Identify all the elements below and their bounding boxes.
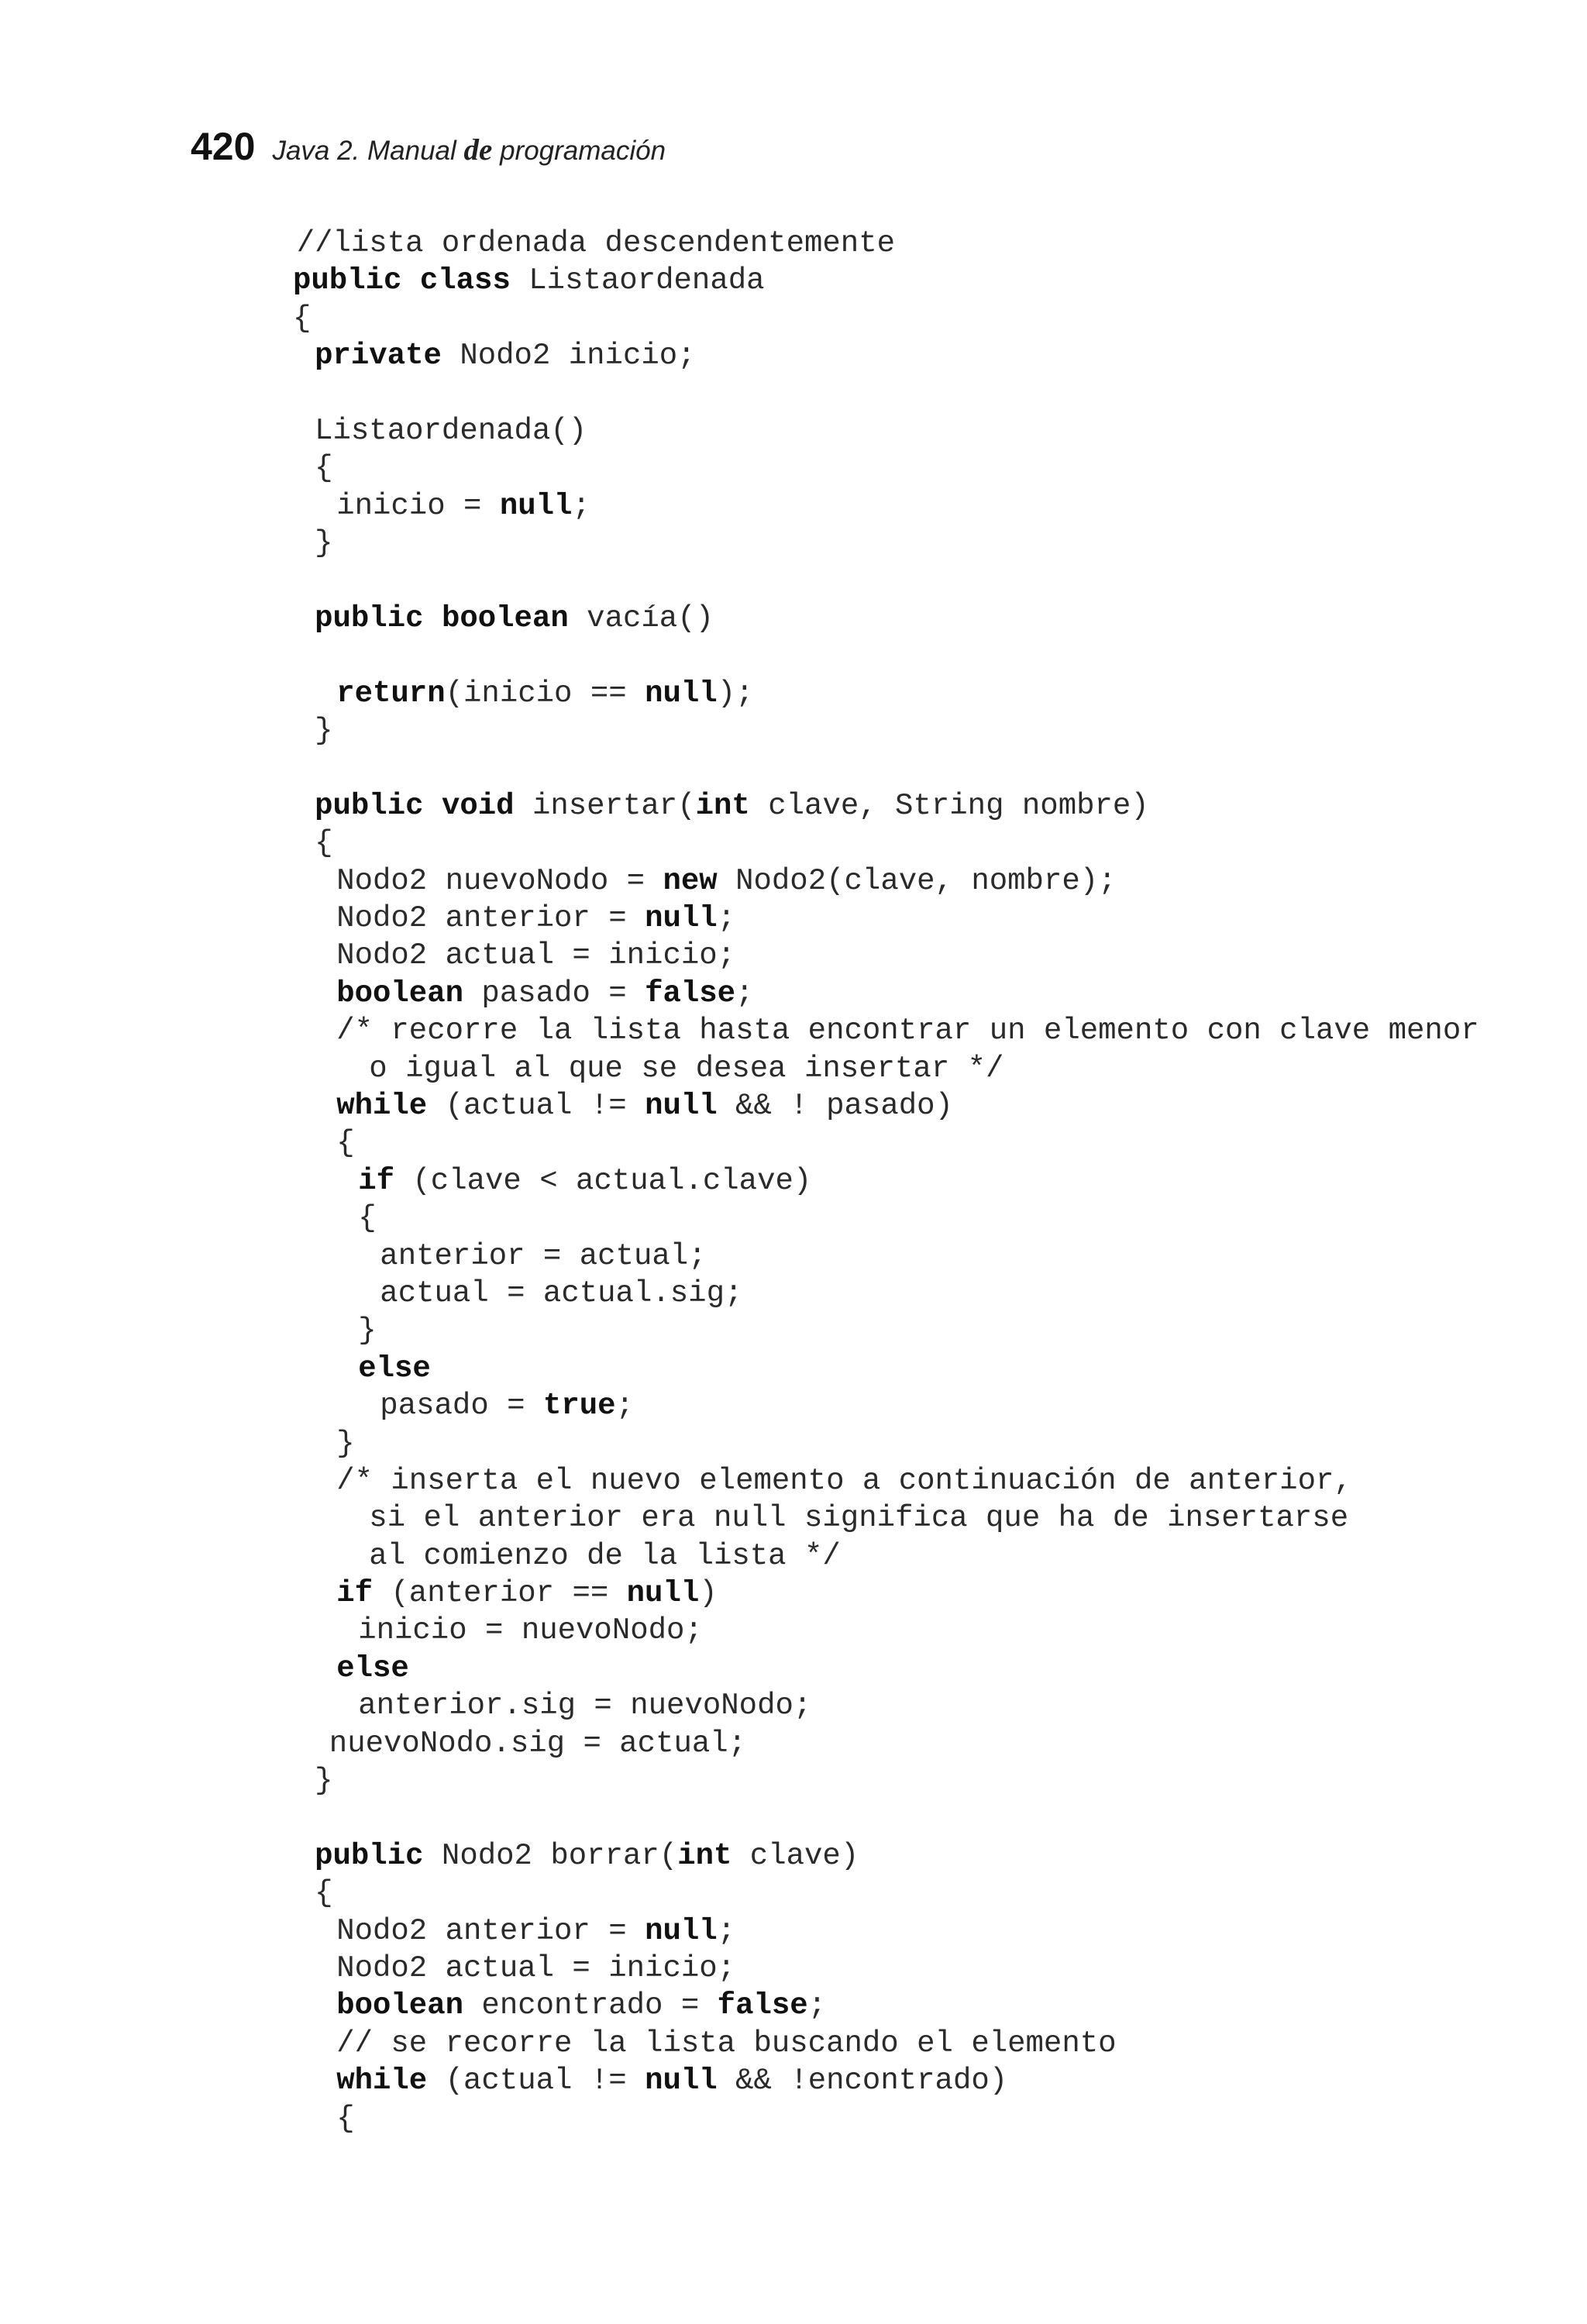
code-text: inicio = nuevoNodo; bbox=[358, 1613, 703, 1648]
code-text: si el anterior era null significa que ha de insertarse bbox=[369, 1501, 1349, 1536]
code-text: pasado = bbox=[380, 1389, 543, 1424]
code-keyword: if bbox=[336, 1576, 373, 1611]
book-title bbox=[272, 133, 666, 167]
code-line bbox=[293, 937, 1479, 974]
code-text: Nodo2 anterior = bbox=[336, 1913, 645, 1948]
code-text: (actual != bbox=[427, 1088, 645, 1123]
code-keyword: boolean bbox=[441, 601, 569, 635]
code-line bbox=[293, 1537, 1479, 1575]
code-text: Nodo2 borrar( bbox=[423, 1838, 678, 1873]
code-line bbox=[293, 2062, 1479, 2099]
code-line bbox=[293, 225, 1479, 262]
code-line bbox=[293, 525, 1479, 562]
code-keyword: false bbox=[717, 1988, 808, 2023]
code-text: actual = actual.sig; bbox=[380, 1276, 743, 1310]
code-keyword: boolean bbox=[336, 976, 464, 1011]
code-text: clave) bbox=[732, 1838, 859, 1873]
code-text: anterior.sig = nuevoNodo; bbox=[358, 1689, 812, 1723]
code-text: ; bbox=[572, 488, 590, 523]
code-text: { bbox=[358, 1201, 377, 1236]
code-line bbox=[293, 1987, 1479, 2024]
code-text: (anterior == bbox=[373, 1576, 627, 1611]
code-line bbox=[293, 1350, 1479, 1387]
code-text: encontrado = bbox=[463, 1988, 718, 2023]
code-text: Nodo2 actual = inicio; bbox=[336, 938, 736, 973]
book-title-part-1: Java 2. Manual bbox=[272, 136, 464, 166]
code-line bbox=[293, 1087, 1479, 1124]
code-text: ; bbox=[717, 901, 736, 936]
code-text: Listaordenada() bbox=[315, 413, 587, 448]
code-text: ; bbox=[807, 1988, 827, 2023]
code-text: // se recorre la lista buscando el elemento bbox=[336, 2026, 1117, 2061]
code-text: { bbox=[315, 1876, 333, 1911]
code-line bbox=[293, 2100, 1479, 2137]
code-line bbox=[293, 1575, 1479, 1612]
code-text: ) bbox=[699, 1576, 718, 1611]
code-keyword: new bbox=[663, 863, 718, 898]
code-text: nuevoNodo.sig = actual; bbox=[329, 1726, 747, 1761]
code-text: anterior = actual; bbox=[380, 1238, 707, 1273]
code-text: inicio = bbox=[336, 488, 500, 523]
code-line bbox=[293, 262, 1479, 299]
code-text: } bbox=[315, 714, 333, 749]
code-text: al comienzo de la lista */ bbox=[369, 1538, 841, 1573]
code-text: (clave < actual.clave) bbox=[394, 1163, 812, 1198]
code-line bbox=[293, 1875, 1479, 1912]
code-text: } bbox=[336, 1426, 355, 1461]
code-text: } bbox=[315, 526, 333, 561]
code-line bbox=[293, 675, 1479, 712]
code-line bbox=[293, 1425, 1479, 1462]
code-line bbox=[293, 1462, 1479, 1499]
code-text: /* inserta el nuevo elemento a continuación de anterior, bbox=[336, 1463, 1352, 1498]
code-line bbox=[293, 862, 1479, 900]
code-listing bbox=[293, 225, 1479, 2137]
code-text: insertar( bbox=[514, 788, 696, 823]
code-text: ; bbox=[615, 1389, 634, 1424]
code-text: /* recorre la lista hasta encontrar un elemento con clave menor bbox=[336, 1014, 1479, 1048]
code-keyword: null bbox=[626, 1576, 700, 1611]
code-line bbox=[293, 975, 1479, 1012]
code-keyword: while bbox=[336, 1088, 428, 1123]
code-text: Listaordenada bbox=[510, 263, 765, 298]
code-text: { bbox=[315, 826, 333, 861]
code-text bbox=[424, 601, 442, 635]
code-line bbox=[293, 1950, 1479, 1987]
code-line bbox=[293, 1162, 1479, 1200]
code-text: Nodo2 inicio; bbox=[441, 339, 696, 374]
code-text: Nodo2 anterior = bbox=[336, 901, 645, 936]
code-text bbox=[424, 789, 442, 823]
code-text: pasado = bbox=[463, 976, 645, 1011]
code-keyword: else bbox=[336, 1651, 409, 1685]
code-line bbox=[293, 1050, 1479, 1087]
book-title-part-2: de bbox=[463, 133, 493, 167]
code-text: clave, String nombre) bbox=[749, 788, 1149, 823]
code-keyword: int bbox=[677, 1838, 732, 1873]
code-text: ; bbox=[735, 976, 754, 1011]
code-line bbox=[293, 1012, 1479, 1049]
code-line bbox=[293, 787, 1479, 825]
code-line bbox=[293, 900, 1479, 937]
code-line bbox=[293, 1275, 1479, 1312]
code-text: o igual al que se desea insertar */ bbox=[369, 1051, 1004, 1086]
code-line bbox=[293, 600, 1479, 637]
code-keyword: false bbox=[645, 976, 736, 1011]
blank-line bbox=[293, 1799, 1479, 1837]
page-header bbox=[191, 124, 666, 169]
code-line bbox=[293, 1238, 1479, 1275]
code-keyword: null bbox=[645, 1088, 718, 1123]
code-text: && !encontrado) bbox=[717, 2064, 1008, 2098]
blank-line bbox=[293, 749, 1479, 787]
code-keyword: null bbox=[645, 2064, 718, 2098]
code-line bbox=[293, 337, 1479, 374]
code-line bbox=[293, 1387, 1479, 1424]
code-text: { bbox=[336, 2101, 355, 2136]
code-line bbox=[293, 1762, 1479, 1799]
code-text: (inicio == bbox=[445, 676, 645, 711]
code-line bbox=[293, 1124, 1479, 1162]
code-text: Nodo2(clave, nombre); bbox=[717, 863, 1117, 898]
code-text: vacía() bbox=[568, 601, 714, 635]
code-text: //lista ordenada descendentemente bbox=[296, 226, 896, 260]
code-keyword: boolean bbox=[336, 1988, 464, 2023]
code-keyword: true bbox=[542, 1389, 616, 1424]
code-text bbox=[401, 263, 419, 298]
code-keyword: while bbox=[336, 2064, 428, 2098]
code-keyword: public bbox=[315, 788, 424, 823]
code-text: ); bbox=[717, 676, 754, 711]
page-number: 420 bbox=[191, 125, 256, 168]
code-keyword: public bbox=[315, 601, 424, 635]
code-line bbox=[293, 487, 1479, 525]
code-line bbox=[293, 2025, 1479, 2062]
code-text: { bbox=[293, 301, 312, 336]
code-keyword: int bbox=[695, 788, 750, 823]
code-keyword: else bbox=[358, 1351, 431, 1386]
blank-line bbox=[293, 563, 1479, 600]
code-line bbox=[293, 1612, 1479, 1649]
code-text: { bbox=[336, 1126, 355, 1161]
code-text: Nodo2 actual = inicio; bbox=[336, 1950, 736, 1985]
code-line bbox=[293, 1687, 1479, 1724]
code-line bbox=[293, 300, 1479, 337]
blank-line bbox=[293, 375, 1479, 412]
code-keyword: private bbox=[315, 339, 442, 374]
code-keyword: if bbox=[358, 1163, 394, 1198]
code-text: (actual != bbox=[427, 2064, 645, 2098]
code-keyword: null bbox=[645, 1913, 718, 1948]
code-line bbox=[293, 1725, 1479, 1762]
code-keyword: null bbox=[499, 488, 573, 523]
code-text: Nodo2 nuevoNodo = bbox=[336, 863, 663, 898]
code-keyword: class bbox=[419, 263, 511, 298]
code-line bbox=[293, 1837, 1479, 1875]
code-text: ; bbox=[717, 1913, 736, 1948]
code-line bbox=[293, 1499, 1479, 1537]
code-keyword: public bbox=[293, 263, 402, 298]
book-title-part-3: programación bbox=[492, 136, 666, 166]
blank-line bbox=[293, 637, 1479, 674]
code-line bbox=[293, 1913, 1479, 1950]
code-keyword: return bbox=[336, 676, 446, 711]
code-text: } bbox=[358, 1313, 377, 1348]
code-line bbox=[293, 412, 1479, 449]
code-line bbox=[293, 1650, 1479, 1687]
code-line bbox=[293, 449, 1479, 487]
code-line bbox=[293, 1200, 1479, 1237]
code-text: && ! pasado) bbox=[717, 1088, 953, 1123]
code-text: { bbox=[315, 451, 333, 486]
code-keyword: null bbox=[645, 676, 718, 711]
code-keyword: void bbox=[441, 788, 515, 823]
code-line bbox=[293, 825, 1479, 862]
code-text: } bbox=[315, 1764, 333, 1799]
code-line bbox=[293, 712, 1479, 749]
code-keyword: public bbox=[315, 1838, 424, 1873]
code-keyword: null bbox=[645, 901, 718, 936]
code-line bbox=[293, 1312, 1479, 1349]
